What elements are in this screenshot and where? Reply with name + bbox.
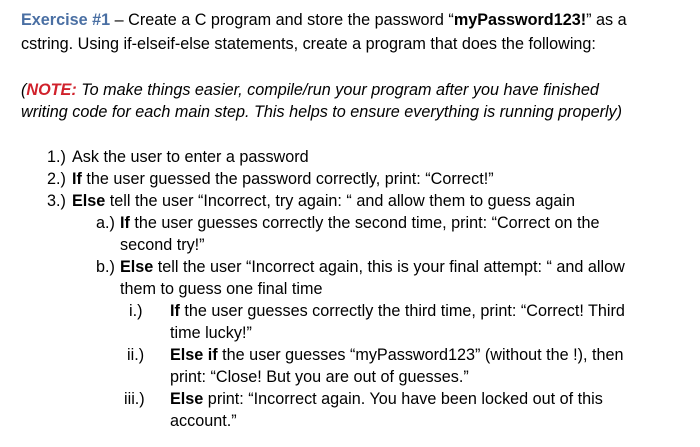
step-3bii-body-1: the user guesses “myPassword123” (without the !), then [217, 346, 624, 364]
step-3a-body-1: the user guesses correctly the second time, print: “Correct on the [129, 214, 600, 232]
step-3biii-text-1 [170, 388, 603, 410]
step-3bi-number: i.) [129, 302, 143, 320]
step-3b-text-1 [120, 256, 625, 278]
exercise-label: Exercise #1 [21, 11, 111, 29]
intro-text-a: – Create a C program and store the password “ [110, 11, 454, 29]
note-line-1 [21, 79, 599, 101]
step-3b-number: b.) [96, 258, 115, 276]
password-literal: myPassword123! [453, 11, 587, 29]
step-3a-number: a.) [96, 214, 115, 232]
step-3b-body-1: tell the user “Incorrect again, this is your final attempt: “ and allow [153, 258, 625, 276]
step-3bi-keyword: If [170, 302, 180, 320]
step-3biii-number: iii.) [124, 390, 145, 408]
intro-text-b: ” as a [586, 11, 627, 29]
step-3biii-keyword: Else [170, 390, 204, 408]
step-3-body: tell the user “Incorrect, try again: “ and allow them to guess again [105, 192, 575, 210]
exercise-intro-line-2: cstring. Using if-elseif-else statements, create a program that does the following: [21, 35, 596, 53]
step-1-number: 1.) [47, 148, 66, 166]
step-3biii-body-1: print: “Incorrect again. You have been locked out of this [203, 390, 603, 408]
step-3bii-text-1 [170, 344, 623, 366]
step-3biii-text-2: account.” [170, 412, 237, 430]
step-3-text [72, 190, 575, 212]
step-3a-text-1 [120, 212, 600, 234]
step-2-text [72, 168, 494, 190]
step-3a-text-2: second try!” [120, 236, 205, 254]
exercise-intro-line-1 [21, 9, 627, 31]
step-2-body: the user guessed the password correctly, print: “Correct!” [81, 170, 494, 188]
step-3b-text-2: them to guess one final time [120, 280, 323, 298]
note-line-2: writing code for each main step. This helps to ensure everything is running properly) [21, 103, 623, 121]
step-3a-keyword: If [120, 214, 130, 232]
note-label: NOTE: [26, 81, 77, 99]
step-3-keyword: Else [72, 192, 106, 210]
step-3bi-body-1: the user guesses correctly the third time, print: “Correct! Third [179, 302, 625, 320]
step-2-number: 2.) [47, 170, 66, 188]
step-3bii-number: ii.) [127, 346, 145, 364]
step-2-keyword: If [72, 170, 82, 188]
note-open-paren: ( [21, 81, 27, 99]
step-3bi-text-2: time lucky!” [170, 324, 252, 342]
step-1-text: Ask the user to enter a password [72, 148, 309, 166]
step-3bii-keyword: Else if [170, 346, 218, 364]
step-3bii-text-2: print: “Close! But you are out of guesses.” [170, 368, 469, 386]
step-3b-keyword: Else [120, 258, 154, 276]
step-3bi-text-1 [170, 300, 625, 322]
note-text-1: To make things easier, compile/run your program after you have finished [76, 81, 599, 99]
step-3-number: 3.) [47, 192, 66, 210]
